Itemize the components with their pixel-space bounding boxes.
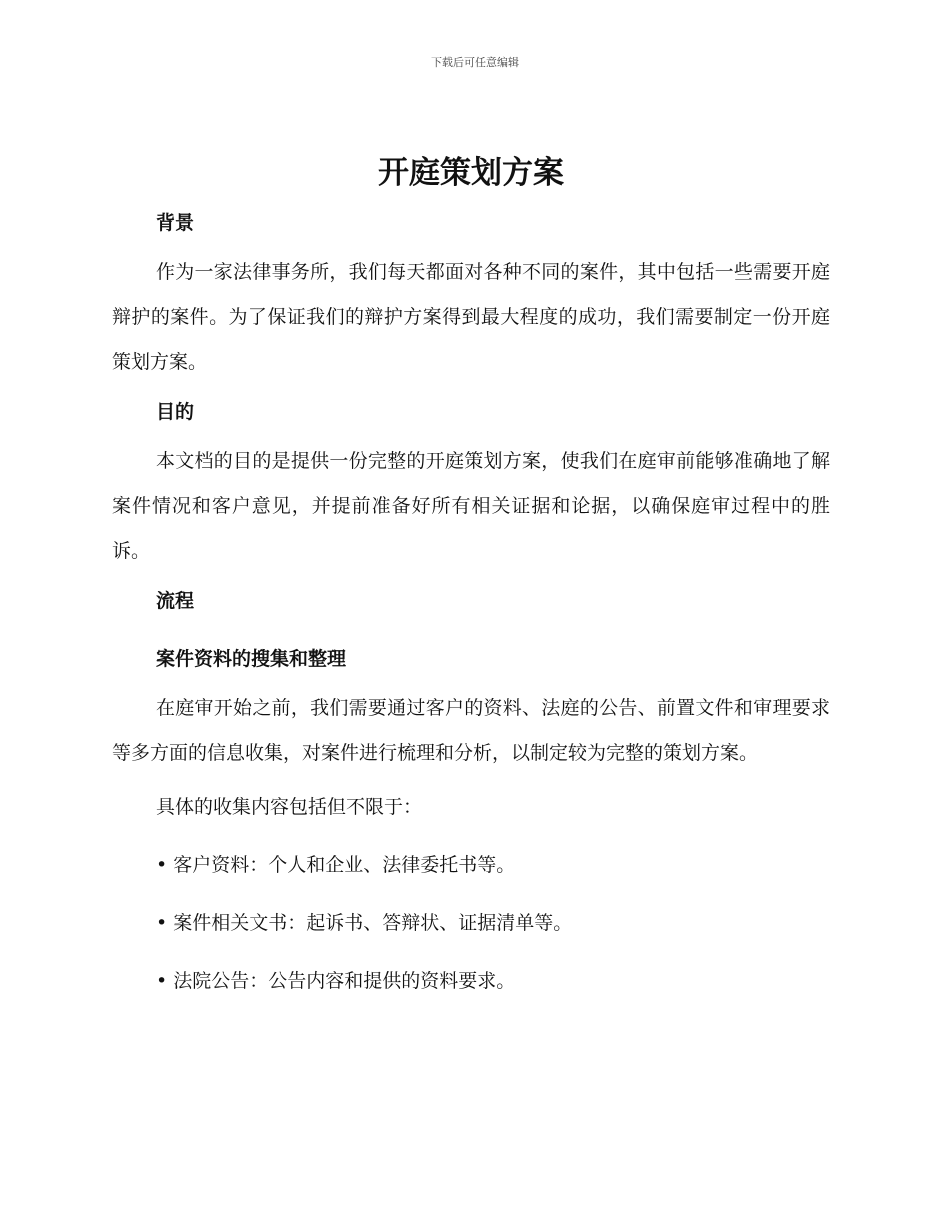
list-item: • 法院公告：公告内容和提供的资料要求。	[156, 970, 516, 992]
document-title: 开庭策划方案	[378, 155, 564, 191]
collection-intro: 具体的收集内容包括但不限于：	[156, 796, 423, 818]
page-header: 下载后可任意编辑	[431, 56, 519, 69]
purpose-paragraph: 本文档的目的是提供一份完整的开庭策划方案，使我们在庭审前能够准确地了解案件情况和客户意见，并提前准备好所有相关证据和论据，以确保庭审过程中的胜诉。	[112, 450, 830, 562]
section-heading-purpose: 目的	[156, 401, 195, 423]
section-heading-process: 流程	[156, 590, 195, 612]
background-paragraph: 作为一家法律事务所，我们每天都面对各种不同的案件，其中包括一些需要开庭辩护的案件。为了保证我们的辩护方案得到最大程度的成功，我们需要制定一份开庭策划方案。	[112, 261, 830, 373]
collection-paragraph: 在庭审开始之前，我们需要通过客户的资料、法庭的公告、前置文件和审理要求等多方面的信息收集，对案件进行梳理和分析，以制定较为完整的策划方案。	[112, 697, 830, 764]
list-item: • 案件相关文书：起诉书、答辩状、证据清单等。	[156, 912, 573, 934]
document-body	[112, 150, 830, 996]
section-heading-background: 背景	[156, 212, 195, 234]
section-heading-collection: 案件资料的搜集和整理	[156, 648, 347, 670]
list-item: • 客户资料：个人和企业、法律委托书等。	[156, 854, 516, 876]
